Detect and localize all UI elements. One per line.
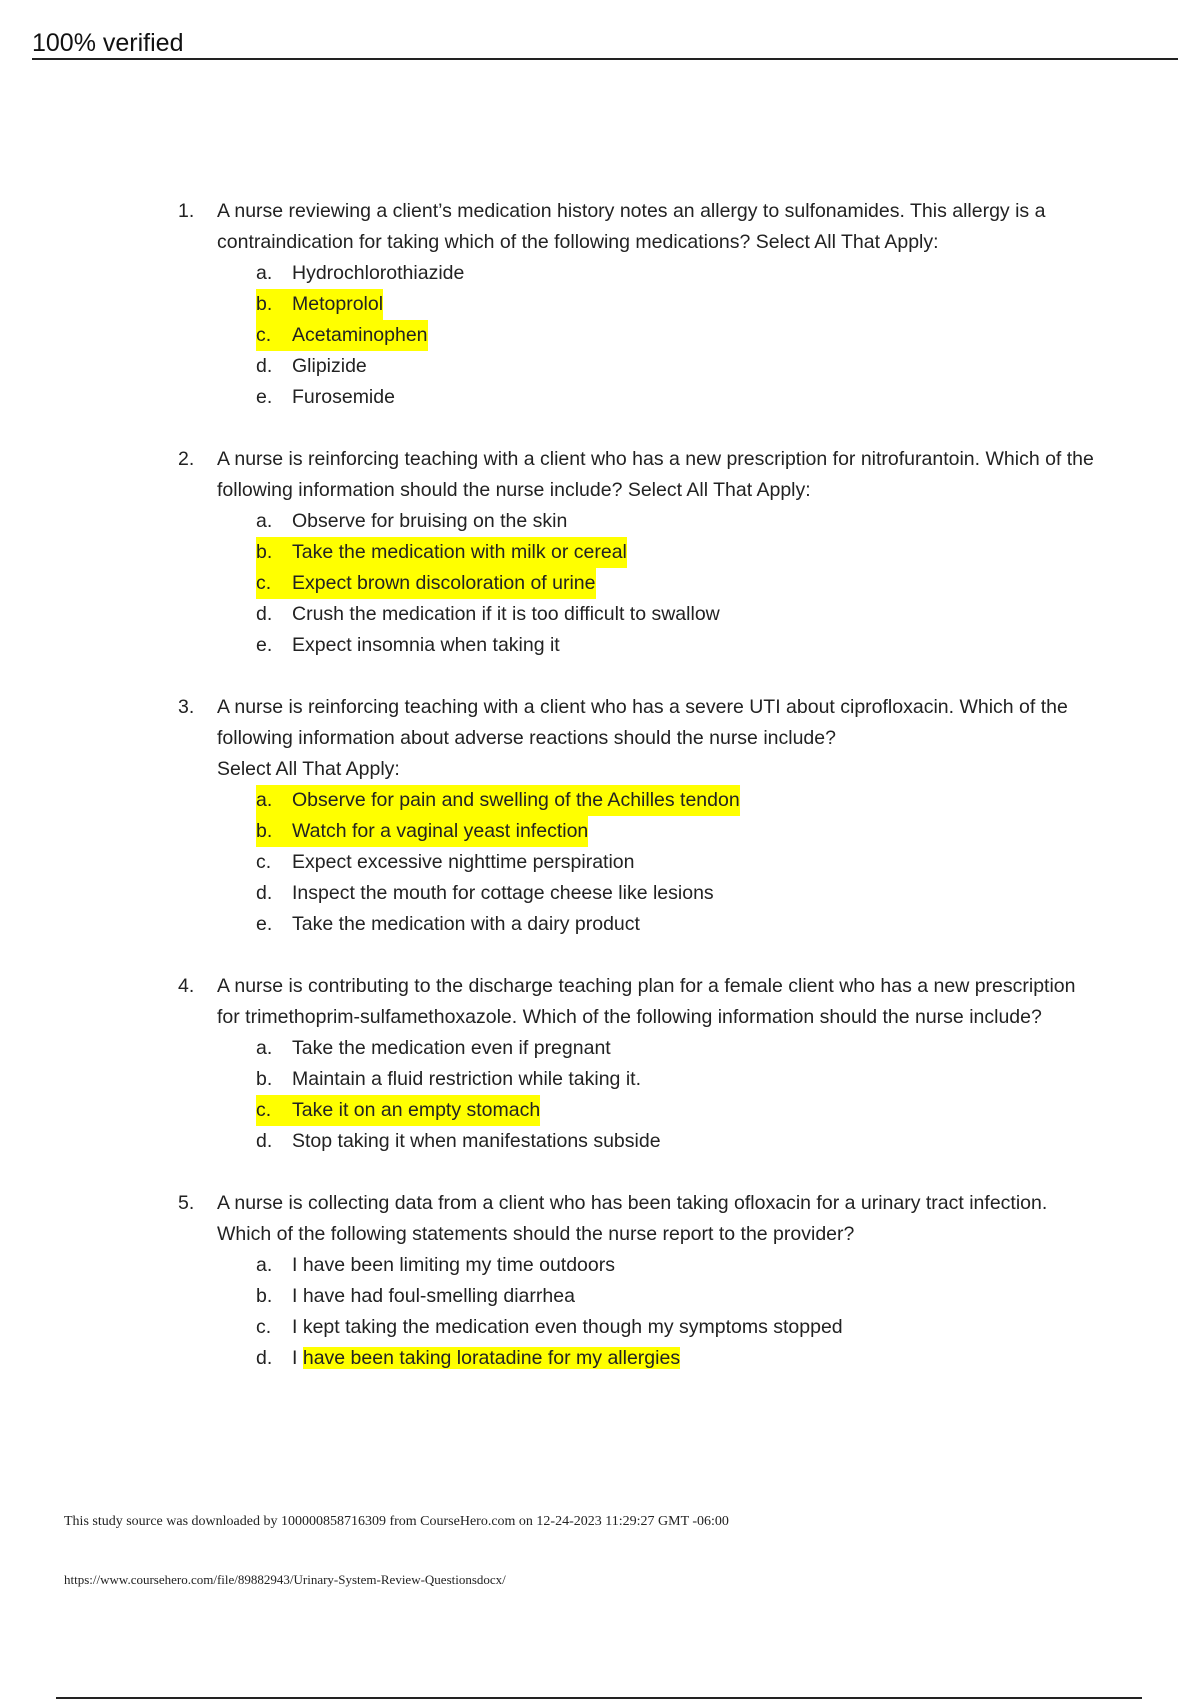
option-letter: e. [256, 386, 273, 408]
option-text-plain: I [292, 1347, 303, 1369]
option-letter: d. [256, 355, 273, 377]
option-letter: b. [256, 816, 292, 847]
question-stem: A nurse is collecting data from a client who has been taking ofloxacin for a urinary tract infection. Which of the following statements should the nurse report to the provider? [217, 1192, 1048, 1245]
question-number: 2. [178, 448, 195, 470]
option-text: Take the medication with a dairy product [292, 913, 640, 935]
option-letter: c. [256, 851, 272, 873]
header-title: 100% verified [32, 29, 184, 57]
question-1 [178, 196, 1098, 413]
option-text: Expect insomnia when taking it [292, 634, 560, 656]
option-item [256, 258, 1098, 289]
option-letter: a. [256, 1037, 273, 1059]
question-list [178, 196, 1098, 1374]
option-text: I have been limiting my time outdoors [292, 1254, 615, 1276]
option-letter: e. [256, 913, 273, 935]
option-text: Inspect the mouth for cottage cheese like lesions [292, 882, 714, 904]
option-item [256, 1126, 1098, 1157]
option-text: Furosemide [292, 386, 395, 408]
option-item-highlighted [256, 537, 1098, 568]
option-text: Metoprolol [292, 289, 383, 320]
option-text: Observe for bruising on the skin [292, 510, 568, 532]
option-letter: d. [256, 882, 273, 904]
question-4 [178, 971, 1098, 1157]
option-text: Stop taking it when manifestations subside [292, 1130, 661, 1152]
option-text: Expect brown discoloration of urine [292, 568, 596, 599]
option-text: I have had foul-smelling diarrhea [292, 1285, 575, 1307]
option-item [256, 599, 1098, 630]
option-letter: b. [256, 1285, 273, 1307]
question-stem: A nurse reviewing a client’s medication history notes an allergy to sulfonamides. This allergy is a contraindication for taking which of the following medications? Select All That Apply: [217, 200, 1046, 253]
option-text: I kept taking the medication even though my symptoms stopped [292, 1316, 843, 1338]
option-letter: d. [256, 1130, 273, 1152]
option-letter: c. [256, 1095, 292, 1126]
option-letter: a. [256, 785, 292, 816]
footer-source-note: This study source was downloaded by 100000858716309 from CourseHero.com on 12-24-2023 11:29:27 GMT -06:00 [64, 1514, 729, 1529]
option-text: Maintain a fluid restriction while taking it. [292, 1068, 641, 1090]
question-2 [178, 444, 1098, 661]
option-letter: a. [256, 262, 273, 284]
option-letter: c. [256, 568, 292, 599]
option-item-highlighted [256, 320, 1098, 351]
option-text: Observe for pain and swelling of the Achilles tendon [292, 785, 740, 816]
option-letter: b. [256, 537, 292, 568]
option-letter: a. [256, 1254, 273, 1276]
option-item [256, 1250, 1098, 1281]
option-text: Watch for a vaginal yeast infection [292, 816, 588, 847]
option-item-highlighted [256, 785, 1098, 816]
option-text-highlighted: have been taking loratadine for my allergies [302, 1347, 681, 1369]
option-item-highlighted [256, 1095, 1098, 1126]
option-letter: b. [256, 1068, 273, 1090]
option-text: Crush the medication if it is too difficult to swallow [292, 603, 720, 625]
option-letter: c. [256, 1316, 272, 1338]
option-item [256, 909, 1098, 940]
bottom-divider [56, 1697, 1142, 1699]
question-number: 4. [178, 975, 195, 997]
question-number: 1. [178, 200, 195, 222]
option-text [292, 1343, 680, 1374]
option-letter: b. [256, 289, 292, 320]
question-3 [178, 692, 1098, 940]
option-letter: d. [256, 1347, 273, 1369]
option-text: Take the medication with milk or cereal [292, 537, 627, 568]
option-item [256, 847, 1098, 878]
option-item-partial-highlight [256, 1343, 1098, 1374]
question-stem: A nurse is reinforcing teaching with a client who has a new prescription for nitrofurantoin. Which of the following information should the nurse include? Select All That Apply: [217, 448, 1094, 501]
option-item [256, 878, 1098, 909]
option-letter: a. [256, 510, 273, 532]
option-item-highlighted [256, 568, 1098, 599]
option-item [256, 1281, 1098, 1312]
question-stem: A nurse is reinforcing teaching with a client who has a severe UTI about ciprofloxacin. Which of the following information about adverse reactions should the nurse include? [217, 696, 1068, 749]
option-text: Expect excessive nighttime perspiration [292, 851, 635, 873]
option-item [256, 506, 1098, 537]
option-item [256, 1064, 1098, 1095]
question-number: 3. [178, 696, 195, 718]
option-item [256, 630, 1098, 661]
option-text: Acetaminophen [292, 320, 428, 351]
question-stem: A nurse is contributing to the discharge teaching plan for a female client who has a new prescription for trimethoprim-sulfamethoxazole. Which of the following information should the nurse include? [217, 975, 1076, 1028]
page-header [32, 28, 1178, 60]
option-text: Take it on an empty stomach [292, 1095, 540, 1126]
question-5 [178, 1188, 1098, 1374]
question-instruction: Select All That Apply: [217, 758, 400, 780]
option-item-highlighted [256, 816, 1098, 847]
option-text: Take the medication even if pregnant [292, 1037, 611, 1059]
option-item [256, 382, 1098, 413]
question-number: 5. [178, 1192, 195, 1214]
option-item [256, 351, 1098, 382]
option-item-highlighted [256, 289, 1098, 320]
option-item [256, 1033, 1098, 1064]
option-letter: e. [256, 634, 273, 656]
option-letter: d. [256, 603, 273, 625]
option-item [256, 1312, 1098, 1343]
option-letter: c. [256, 320, 292, 351]
option-text: Hydrochlorothiazide [292, 262, 465, 284]
footer-url: https://www.coursehero.com/file/89882943/Urinary-System-Review-Questionsdocx/ [64, 1572, 506, 1587]
option-text: Glipizide [292, 355, 367, 377]
